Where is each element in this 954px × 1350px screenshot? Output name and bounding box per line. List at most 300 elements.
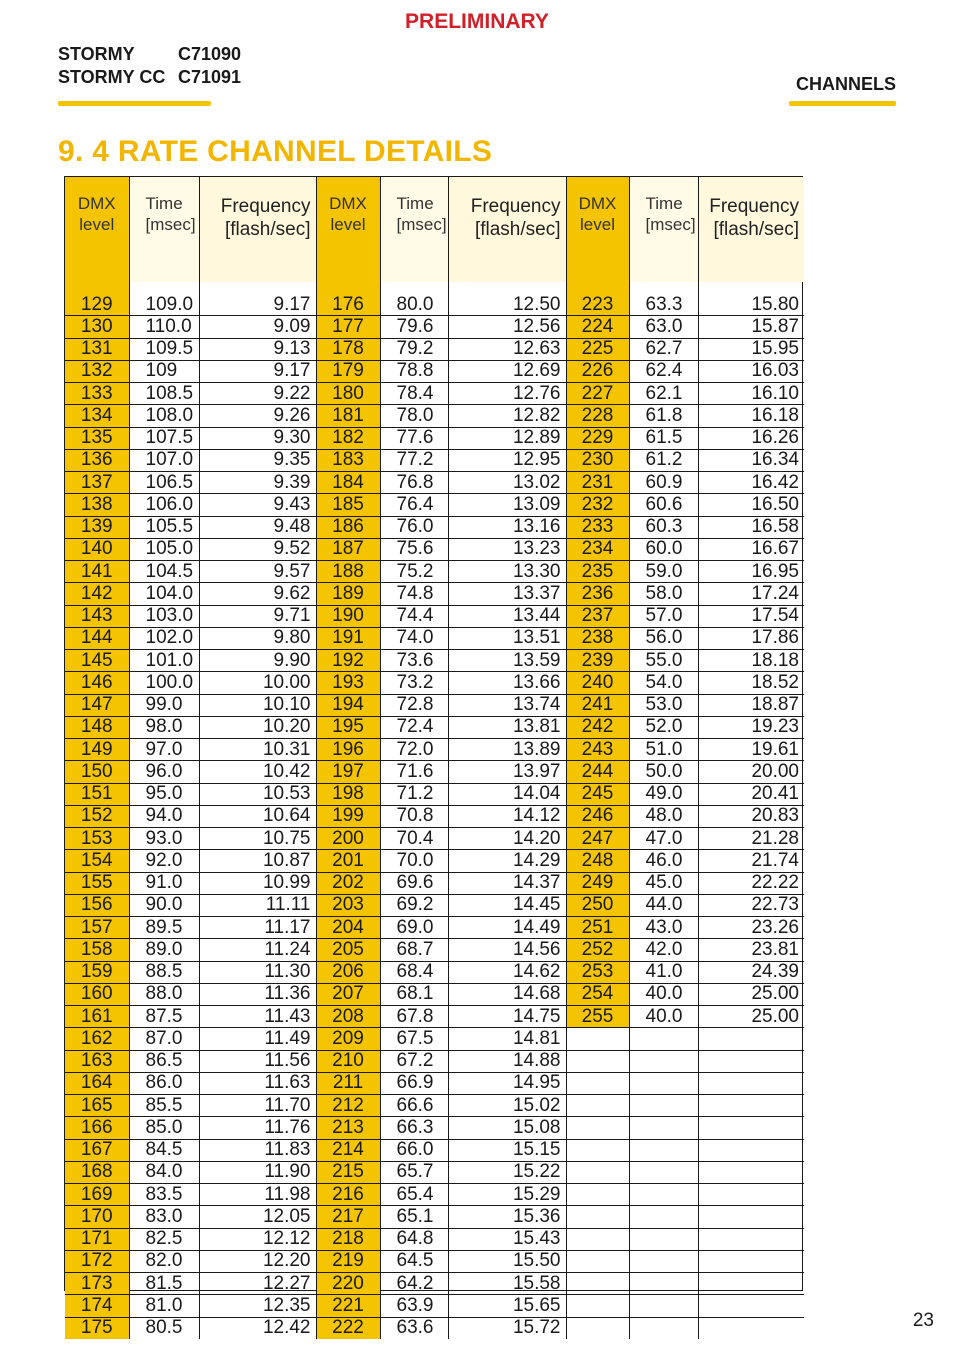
dmx-level-cell: 208 xyxy=(316,1006,380,1028)
time-cell: 47.0 xyxy=(629,828,698,850)
header-time xyxy=(129,177,199,282)
time-cell: 58.0 xyxy=(629,583,698,605)
dmx-level-cell: 159 xyxy=(65,961,129,983)
time-cell: 62.7 xyxy=(629,338,698,360)
time-cell: 66.0 xyxy=(380,1139,448,1161)
frequency-cell: 15.43 xyxy=(448,1228,566,1250)
time-cell: 94.0 xyxy=(129,805,199,827)
table-row xyxy=(65,1072,804,1094)
frequency-cell: 12.27 xyxy=(199,1273,316,1295)
dmx-level-cell: 210 xyxy=(316,1050,380,1072)
table-row xyxy=(65,872,804,894)
dmx-level-cell xyxy=(566,1250,629,1272)
dmx-level-cell: 160 xyxy=(65,983,129,1005)
header-line: [flash/sec] xyxy=(224,219,311,240)
dmx-level-cell: 201 xyxy=(316,850,380,872)
table-row xyxy=(65,1139,804,1161)
time-cell: 68.4 xyxy=(380,961,448,983)
dmx-level-cell: 212 xyxy=(316,1095,380,1117)
frequency-cell: 11.98 xyxy=(199,1184,316,1206)
table-row xyxy=(65,1250,804,1272)
frequency-cell: 13.44 xyxy=(448,605,566,627)
dmx-level-cell: 167 xyxy=(65,1139,129,1161)
dmx-level-cell: 221 xyxy=(316,1295,380,1317)
dmx-level-cell: 148 xyxy=(65,716,129,738)
dmx-level-cell: 129 xyxy=(65,294,129,316)
frequency-cell: 9.43 xyxy=(199,494,316,516)
time-cell: 63.0 xyxy=(629,316,698,338)
time-cell: 67.5 xyxy=(380,1028,448,1050)
frequency-cell: 14.12 xyxy=(448,805,566,827)
time-cell: 95.0 xyxy=(129,783,199,805)
header-level xyxy=(65,177,129,282)
table-row xyxy=(65,1095,804,1117)
dmx-level-cell: 200 xyxy=(316,828,380,850)
time-cell: 86.5 xyxy=(129,1050,199,1072)
header-level xyxy=(566,177,629,282)
frequency-cell: 15.65 xyxy=(448,1295,566,1317)
dmx-level-cell: 234 xyxy=(566,538,629,560)
frequency-cell: 16.10 xyxy=(698,383,804,405)
frequency-cell: 9.80 xyxy=(199,627,316,649)
dmx-level-cell: 253 xyxy=(566,961,629,983)
time-cell: 73.6 xyxy=(380,650,448,672)
time-cell: 109.0 xyxy=(129,294,199,316)
dmx-level-cell xyxy=(566,1117,629,1139)
time-cell: 79.2 xyxy=(380,338,448,360)
frequency-cell: 11.83 xyxy=(199,1139,316,1161)
dmx-level-cell: 213 xyxy=(316,1117,380,1139)
time-cell xyxy=(629,1161,698,1183)
dmx-level-cell: 187 xyxy=(316,538,380,560)
time-cell: 46.0 xyxy=(629,850,698,872)
model-code: C71090 xyxy=(178,44,242,64)
frequency-cell: 11.49 xyxy=(199,1028,316,1050)
dmx-level-cell: 224 xyxy=(566,316,629,338)
dmx-level-cell: 155 xyxy=(65,872,129,894)
frequency-cell: 10.00 xyxy=(199,672,316,694)
dmx-level-cell xyxy=(566,1206,629,1228)
dmx-level-cell: 255 xyxy=(566,1006,629,1028)
time-cell: 71.6 xyxy=(380,761,448,783)
table-row xyxy=(65,1050,804,1072)
dmx-level-cell: 164 xyxy=(65,1072,129,1094)
frequency-cell: 12.95 xyxy=(448,449,566,471)
time-cell: 79.6 xyxy=(380,316,448,338)
time-cell: 66.9 xyxy=(380,1072,448,1094)
header-line: Time xyxy=(145,194,183,213)
dmx-level-cell: 140 xyxy=(65,538,129,560)
header-time xyxy=(380,177,448,282)
time-cell: 109.5 xyxy=(129,338,199,360)
dmx-level-cell: 227 xyxy=(566,383,629,405)
dmx-level-cell: 188 xyxy=(316,561,380,583)
frequency-cell: 13.37 xyxy=(448,583,566,605)
table-header-row xyxy=(65,177,804,282)
frequency-cell: 25.00 xyxy=(698,1006,804,1028)
dmx-level-cell: 143 xyxy=(65,605,129,627)
dmx-level-cell: 136 xyxy=(65,449,129,471)
frequency-cell: 22.73 xyxy=(698,894,804,916)
time-cell: 63.3 xyxy=(629,294,698,316)
time-cell: 98.0 xyxy=(129,716,199,738)
frequency-cell: 25.00 xyxy=(698,983,804,1005)
frequency-cell: 13.16 xyxy=(448,516,566,538)
time-cell: 102.0 xyxy=(129,627,199,649)
dmx-level-cell: 211 xyxy=(316,1072,380,1094)
header-line: [flash/sec] xyxy=(713,219,799,240)
time-cell: 99.0 xyxy=(129,694,199,716)
frequency-cell: 12.56 xyxy=(448,316,566,338)
time-cell: 83.0 xyxy=(129,1206,199,1228)
time-cell: 87.5 xyxy=(129,1006,199,1028)
frequency-cell: 14.29 xyxy=(448,850,566,872)
time-cell: 108.0 xyxy=(129,405,199,427)
time-cell: 104.5 xyxy=(129,561,199,583)
time-cell: 73.2 xyxy=(380,672,448,694)
frequency-cell xyxy=(698,1028,804,1050)
time-cell: 67.8 xyxy=(380,1006,448,1028)
frequency-cell xyxy=(698,1161,804,1183)
frequency-cell: 11.30 xyxy=(199,961,316,983)
time-cell: 106.5 xyxy=(129,472,199,494)
dmx-level-cell: 189 xyxy=(316,583,380,605)
frequency-cell: 15.95 xyxy=(698,338,804,360)
table-row xyxy=(65,850,804,872)
rate-table xyxy=(65,177,804,1339)
frequency-cell: 15.87 xyxy=(698,316,804,338)
dmx-level-cell: 174 xyxy=(65,1295,129,1317)
dmx-level-cell xyxy=(566,1050,629,1072)
time-cell: 84.0 xyxy=(129,1161,199,1183)
time-cell: 63.9 xyxy=(380,1295,448,1317)
time-cell: 65.1 xyxy=(380,1206,448,1228)
time-cell: 76.4 xyxy=(380,494,448,516)
time-cell: 67.2 xyxy=(380,1050,448,1072)
spacer-cell xyxy=(380,282,448,294)
model-name: STORMY xyxy=(58,44,135,64)
dmx-level-cell: 183 xyxy=(316,449,380,471)
frequency-cell: 13.89 xyxy=(448,739,566,761)
dmx-level-cell xyxy=(566,1028,629,1050)
preliminary-label: PRELIMINARY xyxy=(405,10,549,33)
time-cell: 53.0 xyxy=(629,694,698,716)
dmx-level-cell: 192 xyxy=(316,650,380,672)
frequency-cell: 10.53 xyxy=(199,783,316,805)
dmx-level-cell: 245 xyxy=(566,783,629,805)
dmx-level-cell: 165 xyxy=(65,1095,129,1117)
time-cell: 72.4 xyxy=(380,716,448,738)
dmx-level-cell: 132 xyxy=(65,360,129,382)
dmx-level-cell: 133 xyxy=(65,383,129,405)
dmx-level-cell: 193 xyxy=(316,672,380,694)
time-cell: 89.5 xyxy=(129,917,199,939)
dmx-level-cell: 251 xyxy=(566,917,629,939)
frequency-cell: 24.39 xyxy=(698,961,804,983)
frequency-cell xyxy=(698,1295,804,1317)
frequency-cell: 16.03 xyxy=(698,360,804,382)
table-row xyxy=(65,1161,804,1183)
time-cell: 88.0 xyxy=(129,983,199,1005)
frequency-cell: 13.02 xyxy=(448,472,566,494)
frequency-cell: 11.17 xyxy=(199,917,316,939)
frequency-cell: 14.56 xyxy=(448,939,566,961)
header-line: [msec] xyxy=(396,215,447,234)
frequency-cell: 14.81 xyxy=(448,1028,566,1050)
time-cell: 57.0 xyxy=(629,605,698,627)
time-cell xyxy=(629,1139,698,1161)
time-cell: 64.2 xyxy=(380,1273,448,1295)
frequency-cell: 17.24 xyxy=(698,583,804,605)
dmx-level-cell: 175 xyxy=(65,1317,129,1339)
dmx-level-cell: 250 xyxy=(566,894,629,916)
dmx-level-cell: 146 xyxy=(65,672,129,694)
frequency-cell: 13.09 xyxy=(448,494,566,516)
time-cell: 64.8 xyxy=(380,1228,448,1250)
dmx-level-cell: 176 xyxy=(316,294,380,316)
dmx-level-cell: 225 xyxy=(566,338,629,360)
time-cell: 60.9 xyxy=(629,472,698,494)
dmx-level-cell xyxy=(566,1317,629,1339)
dmx-level-cell: 214 xyxy=(316,1139,380,1161)
dmx-level-cell xyxy=(566,1273,629,1295)
time-cell: 72.0 xyxy=(380,739,448,761)
time-cell: 78.4 xyxy=(380,383,448,405)
frequency-cell: 21.28 xyxy=(698,828,804,850)
table-row xyxy=(65,1117,804,1139)
time-cell: 51.0 xyxy=(629,739,698,761)
time-cell: 84.5 xyxy=(129,1139,199,1161)
table-row xyxy=(65,894,804,916)
time-cell: 88.5 xyxy=(129,961,199,983)
table-row xyxy=(65,716,804,738)
frequency-cell: 14.20 xyxy=(448,828,566,850)
page-number: 23 xyxy=(912,1310,934,1331)
table-row xyxy=(65,338,804,360)
table-row xyxy=(65,983,804,1005)
table-row xyxy=(65,650,804,672)
frequency-cell xyxy=(698,1072,804,1094)
time-cell: 81.5 xyxy=(129,1273,199,1295)
dmx-level-cell: 246 xyxy=(566,805,629,827)
table-row xyxy=(65,1273,804,1295)
dmx-level-cell xyxy=(566,1161,629,1183)
time-cell: 61.8 xyxy=(629,405,698,427)
frequency-cell: 9.48 xyxy=(199,516,316,538)
time-cell: 49.0 xyxy=(629,783,698,805)
dmx-level-cell: 152 xyxy=(65,805,129,827)
dmx-level-cell: 144 xyxy=(65,627,129,649)
dmx-level-cell: 222 xyxy=(316,1317,380,1339)
time-cell: 110.0 xyxy=(129,316,199,338)
frequency-cell: 13.66 xyxy=(448,672,566,694)
dmx-level-cell: 252 xyxy=(566,939,629,961)
frequency-cell: 9.17 xyxy=(199,360,316,382)
frequency-cell: 9.13 xyxy=(199,338,316,360)
table-row xyxy=(65,828,804,850)
dmx-level-cell: 184 xyxy=(316,472,380,494)
dmx-level-cell xyxy=(566,1228,629,1250)
frequency-cell: 12.89 xyxy=(448,427,566,449)
time-cell xyxy=(629,1250,698,1272)
time-cell: 59.0 xyxy=(629,561,698,583)
frequency-cell: 12.76 xyxy=(448,383,566,405)
time-cell xyxy=(629,1206,698,1228)
table-row xyxy=(65,516,804,538)
frequency-cell: 14.37 xyxy=(448,872,566,894)
frequency-cell: 23.81 xyxy=(698,939,804,961)
dmx-level-cell: 243 xyxy=(566,739,629,761)
time-cell: 90.0 xyxy=(129,894,199,916)
header-line: [flash/sec] xyxy=(474,219,561,240)
dmx-level-cell xyxy=(566,1095,629,1117)
dmx-level-cell: 194 xyxy=(316,694,380,716)
table-row xyxy=(65,449,804,471)
spacer-cell xyxy=(65,282,129,294)
table-row xyxy=(65,405,804,427)
table-row xyxy=(65,783,804,805)
frequency-cell: 9.71 xyxy=(199,605,316,627)
table-row xyxy=(65,694,804,716)
header-freq xyxy=(199,177,316,282)
frequency-cell: 15.36 xyxy=(448,1206,566,1228)
frequency-cell: 13.81 xyxy=(448,716,566,738)
dmx-level-cell: 241 xyxy=(566,694,629,716)
time-cell: 86.0 xyxy=(129,1072,199,1094)
time-cell: 60.3 xyxy=(629,516,698,538)
time-cell: 54.0 xyxy=(629,672,698,694)
dmx-level-cell: 231 xyxy=(566,472,629,494)
dmx-level-cell: 161 xyxy=(65,1006,129,1028)
time-cell: 62.1 xyxy=(629,383,698,405)
time-cell: 91.0 xyxy=(129,872,199,894)
time-cell: 61.5 xyxy=(629,427,698,449)
header-line: DMX xyxy=(77,194,116,213)
frequency-cell: 9.26 xyxy=(199,405,316,427)
frequency-cell: 10.20 xyxy=(199,716,316,738)
frequency-cell: 10.75 xyxy=(199,828,316,850)
dmx-level-cell: 199 xyxy=(316,805,380,827)
time-cell: 70.0 xyxy=(380,850,448,872)
frequency-cell: 9.90 xyxy=(199,650,316,672)
frequency-cell xyxy=(698,1317,804,1339)
frequency-cell: 15.58 xyxy=(448,1273,566,1295)
frequency-cell xyxy=(698,1050,804,1072)
dmx-level-cell: 209 xyxy=(316,1028,380,1050)
time-cell: 64.5 xyxy=(380,1250,448,1272)
dmx-level-cell: 202 xyxy=(316,872,380,894)
frequency-cell: 16.18 xyxy=(698,405,804,427)
time-cell: 108.5 xyxy=(129,383,199,405)
time-cell: 93.0 xyxy=(129,828,199,850)
header-line: level xyxy=(580,215,615,234)
time-cell: 66.6 xyxy=(380,1095,448,1117)
dmx-level-cell: 138 xyxy=(65,494,129,516)
dmx-level-cell: 185 xyxy=(316,494,380,516)
frequency-cell: 13.51 xyxy=(448,627,566,649)
time-cell: 78.0 xyxy=(380,405,448,427)
frequency-cell: 19.23 xyxy=(698,716,804,738)
dmx-level-cell: 197 xyxy=(316,761,380,783)
header-line: Frequency xyxy=(470,196,561,217)
dmx-level-cell: 217 xyxy=(316,1206,380,1228)
time-cell: 75.2 xyxy=(380,561,448,583)
frequency-cell xyxy=(698,1117,804,1139)
time-cell: 65.4 xyxy=(380,1184,448,1206)
dmx-level-cell: 196 xyxy=(316,739,380,761)
header-line: [msec] xyxy=(145,215,196,234)
frequency-cell: 20.41 xyxy=(698,783,804,805)
frequency-cell: 17.54 xyxy=(698,605,804,627)
time-cell: 66.3 xyxy=(380,1117,448,1139)
frequency-cell: 11.24 xyxy=(199,939,316,961)
dmx-level-cell: 134 xyxy=(65,405,129,427)
dmx-level-cell: 230 xyxy=(566,449,629,471)
dmx-level-cell: 232 xyxy=(566,494,629,516)
dmx-level-cell: 206 xyxy=(316,961,380,983)
model-code: C71091 xyxy=(178,67,242,87)
time-cell: 87.0 xyxy=(129,1028,199,1050)
dmx-level-cell: 182 xyxy=(316,427,380,449)
frequency-cell: 10.31 xyxy=(199,739,316,761)
time-cell: 83.5 xyxy=(129,1184,199,1206)
dmx-level-cell: 179 xyxy=(316,360,380,382)
time-cell: 40.0 xyxy=(629,983,698,1005)
time-cell: 100.0 xyxy=(129,672,199,694)
dmx-level-cell: 149 xyxy=(65,739,129,761)
dmx-level-cell: 177 xyxy=(316,316,380,338)
time-cell: 81.0 xyxy=(129,1295,199,1317)
dmx-level-cell: 191 xyxy=(316,627,380,649)
dmx-level-cell: 158 xyxy=(65,939,129,961)
header-line: DMX xyxy=(578,194,617,213)
time-cell: 77.6 xyxy=(380,427,448,449)
frequency-cell: 15.72 xyxy=(448,1317,566,1339)
frequency-cell: 11.43 xyxy=(199,1006,316,1028)
spacer-cell xyxy=(316,282,380,294)
frequency-cell: 12.35 xyxy=(199,1295,316,1317)
frequency-cell: 15.50 xyxy=(448,1250,566,1272)
dmx-level-cell: 172 xyxy=(65,1250,129,1272)
table-row xyxy=(65,316,804,338)
frequency-cell: 9.52 xyxy=(199,538,316,560)
time-cell: 92.0 xyxy=(129,850,199,872)
frequency-cell: 13.97 xyxy=(448,761,566,783)
model-name: STORMY CC xyxy=(58,67,166,87)
dmx-level-cell: 219 xyxy=(316,1250,380,1272)
time-cell: 71.2 xyxy=(380,783,448,805)
header-line: level xyxy=(330,215,366,234)
frequency-cell: 9.17 xyxy=(199,294,316,316)
dmx-level-cell: 229 xyxy=(566,427,629,449)
page-title: 9. 4 RATE CHANNEL DETAILS xyxy=(58,135,493,168)
frequency-cell: 11.56 xyxy=(199,1050,316,1072)
time-cell xyxy=(629,1117,698,1139)
spacer-cell xyxy=(698,282,804,294)
dmx-level-cell: 151 xyxy=(65,783,129,805)
dmx-level-cell xyxy=(566,1184,629,1206)
frequency-cell: 15.29 xyxy=(448,1184,566,1206)
time-cell: 69.6 xyxy=(380,872,448,894)
frequency-cell: 11.63 xyxy=(199,1072,316,1094)
dmx-level-cell: 203 xyxy=(316,894,380,916)
time-cell: 85.0 xyxy=(129,1117,199,1139)
frequency-cell: 13.74 xyxy=(448,694,566,716)
time-cell: 74.4 xyxy=(380,605,448,627)
dmx-level-cell: 170 xyxy=(65,1206,129,1228)
model-line-2 xyxy=(58,67,242,88)
spacer-cell xyxy=(199,282,316,294)
